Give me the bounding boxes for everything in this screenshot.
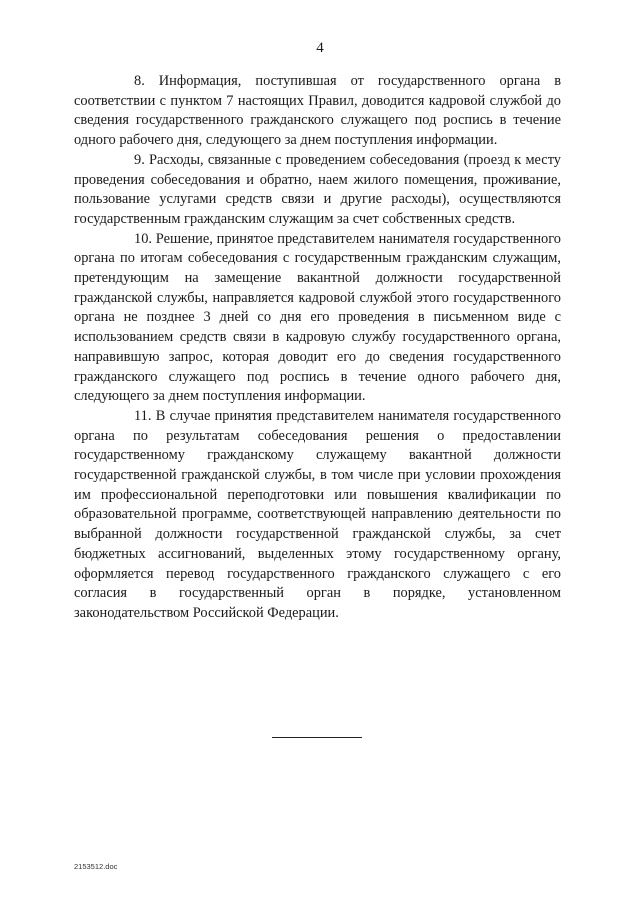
paragraph-11: 11. В случае принятия представителем нанимателя государственного органа по результатам собеседования решения о предоставлении государственному гражданскому служащему вакантной должности государственной гражданской службы, в том числе при условии прохождения им профессиональной переподготовки или повышения квалификации по образовательной программе, соответствующей направлению деятельности по выбранной должности государственной гражданской службы, за счет бюджетных ассигнований, выделенных этому государственному органу, оформляется перевод государственного гражданского служащего с его согласия в государственный орган в порядке, установленном законодательством Российской Федерации. — [74, 407, 561, 621]
document-body — [74, 72, 561, 624]
end-divider — [272, 737, 362, 738]
paragraph-8: 8. Информация, поступившая от государственного органа в соответствии с пунктом 7 настоящих Правил, доводится кадровой службой до сведения государственного гражданского служащего под роспись в течение одного рабочего дня, следующего за днем поступления информации. — [74, 73, 561, 149]
document-file-code: 2153512.doc — [74, 862, 118, 871]
paragraph-9: 9. Расходы, связанные с проведением собеседования (проезд к месту проведения собеседования и обратно, наем жилого помещения, проживание, пользование услугами средств связи и другие расходы), осуществляются государственным гражданским служащим за счет собственных средств. — [74, 151, 561, 227]
paragraph-10: 10. Решение, принятое представителем нанимателя государственного органа по итогам собеседования с государственным гражданским служащим, претендующим на замещение вакантной должности государственной гражданской службы, направляется кадровой службой этого государственного органа не позднее 3 дней со дня его проведения в письменном виде с использованием средств связи в кадровую службу государственного органа, направившую запрос, которая доводит его до сведения государственного гражданского служащего под роспись в течение одного рабочего дня, следующего за днем поступления информации. — [74, 230, 561, 405]
page-number: 4 — [316, 40, 324, 56]
